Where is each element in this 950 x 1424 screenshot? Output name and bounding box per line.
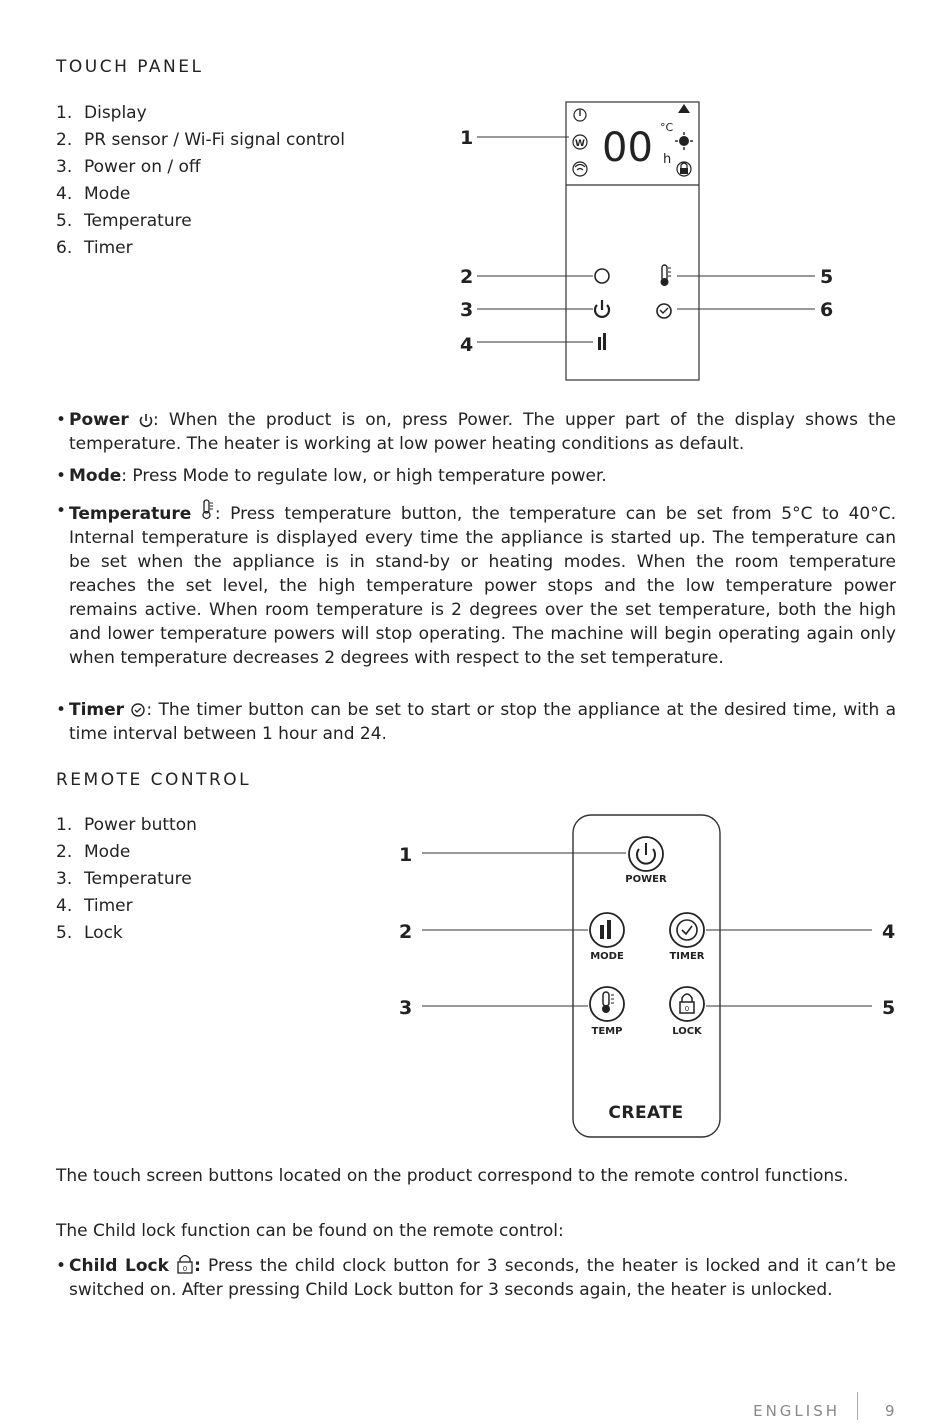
touch-panel-diagram: [455, 95, 845, 390]
lock-button-label: LOCK: [672, 1026, 702, 1037]
fan-icon: [678, 104, 690, 113]
callout-3: 3: [460, 299, 474, 321]
temperature-bullet: • Temperature : Press temperature button, the temperature can be set from 5°C to 40°C. Internal temperature is displayed every time the appliance is started up. The temperature can be set when the appliance is in stand-by or heating modes. When the room temperature reaches the set level, the high temperature power stops and the low temperature power remains active. When room temperature is 2 degrees over the set temperature, both the high and lower temperature powers will stop operating. The machine will begin operating again only when temperature decreases 2 degrees with respect to the set temperature.: [56, 501, 897, 668]
temp-button-label: TEMP: [591, 1026, 623, 1037]
callout-4: 4: [882, 921, 896, 943]
lock-icon: [677, 162, 691, 176]
callout-5: 5: [882, 997, 896, 1019]
callout-1: 1: [399, 844, 413, 866]
child-lock-bullet: • Child Lock 0 : Press the child clock button for 3 seconds, the heater is locked and it can’t be switched on. After pressing Child Lock button for 3 seconds again, the heater is unlocked.: [56, 1256, 896, 1300]
power-bullet: • Power : When the product is on, press Power. The upper part of the display shows the temperature. The heater is working at low power heating conditions as default.: [56, 410, 897, 454]
sun-icon: [675, 132, 693, 150]
mode-button-label: MODE: [590, 951, 624, 962]
power-icon: [574, 109, 586, 121]
list-item: 5. Temperature: [56, 211, 192, 231]
sensor-button-icon: [595, 269, 609, 283]
svg-text:W: W: [575, 139, 585, 149]
remote-timer-button: [670, 913, 704, 947]
display-digits: 00: [602, 125, 653, 171]
unit-hour: h: [663, 152, 672, 167]
timer-icon: [130, 702, 146, 718]
remote-temp-button: [590, 987, 624, 1021]
list-item: 1. Power button: [56, 815, 197, 835]
list-item: 5. Lock: [56, 923, 123, 943]
wifi-icon: [573, 162, 587, 176]
page-number: 9: [885, 1402, 895, 1420]
timer-button-label: TIMER: [669, 951, 705, 962]
power-button-icon: [595, 300, 609, 317]
remote-lock-button: [670, 987, 704, 1021]
list-item: 3. Temperature: [56, 869, 192, 889]
footer-language: ENGLISH: [753, 1402, 840, 1420]
timer-button-icon: [657, 304, 671, 318]
svg-text:0: 0: [182, 1265, 188, 1273]
brand-logo: CREATE: [608, 1103, 684, 1123]
remote-control-title: REMOTE CONTROL: [56, 770, 252, 790]
list-item: 2. PR sensor / Wi-Fi signal control: [56, 130, 345, 150]
note-paragraph-1: The touch screen buttons located on the product correspond to the remote control functions.: [56, 1166, 849, 1186]
list-item: 3. Power on / off: [56, 157, 201, 177]
list-item: 4. Timer: [56, 896, 133, 916]
mode-bullet: • Mode: Press Mode to regulate low, or high temperature power.: [56, 466, 607, 486]
callout-4: 4: [460, 334, 474, 356]
list-item: 6. Timer: [56, 238, 133, 258]
mode-button-icon: [598, 333, 606, 350]
touch-panel-list: [56, 100, 345, 262]
list-item: 4. Mode: [56, 184, 131, 204]
list-item: 1. Display: [56, 103, 147, 123]
callout-1: 1: [460, 127, 474, 149]
power-button-label: POWER: [625, 874, 667, 885]
temperature-icon: [201, 499, 215, 521]
svg-text:0: 0: [684, 1005, 690, 1013]
callout-6: 6: [820, 299, 834, 321]
remote-control-list: [56, 812, 197, 947]
wifi-mode-w-icon: [573, 135, 587, 149]
touch-panel-title: TOUCH PANEL: [56, 57, 204, 77]
callout-2: 2: [399, 921, 413, 943]
remote-control-diagram: [390, 810, 910, 1145]
remote-mode-button: [590, 913, 624, 947]
temperature-button-icon: [661, 265, 672, 286]
note-paragraph-2: The Child lock function can be found on the remote control:: [56, 1221, 564, 1241]
remote-power-button: [629, 837, 663, 871]
callout-5: 5: [820, 266, 834, 288]
child-lock-icon: [176, 1254, 194, 1274]
unit-celsius: °C: [660, 121, 674, 134]
footer-divider: [857, 1392, 858, 1420]
callout-2: 2: [460, 266, 474, 288]
power-icon: [139, 412, 153, 428]
callout-3: 3: [399, 997, 413, 1019]
list-item: 2. Mode: [56, 842, 131, 862]
timer-bullet: • Timer : The timer button can be set to start or stop the appliance at the desired time, with a time interval between 1 hour and 24.: [56, 700, 897, 744]
